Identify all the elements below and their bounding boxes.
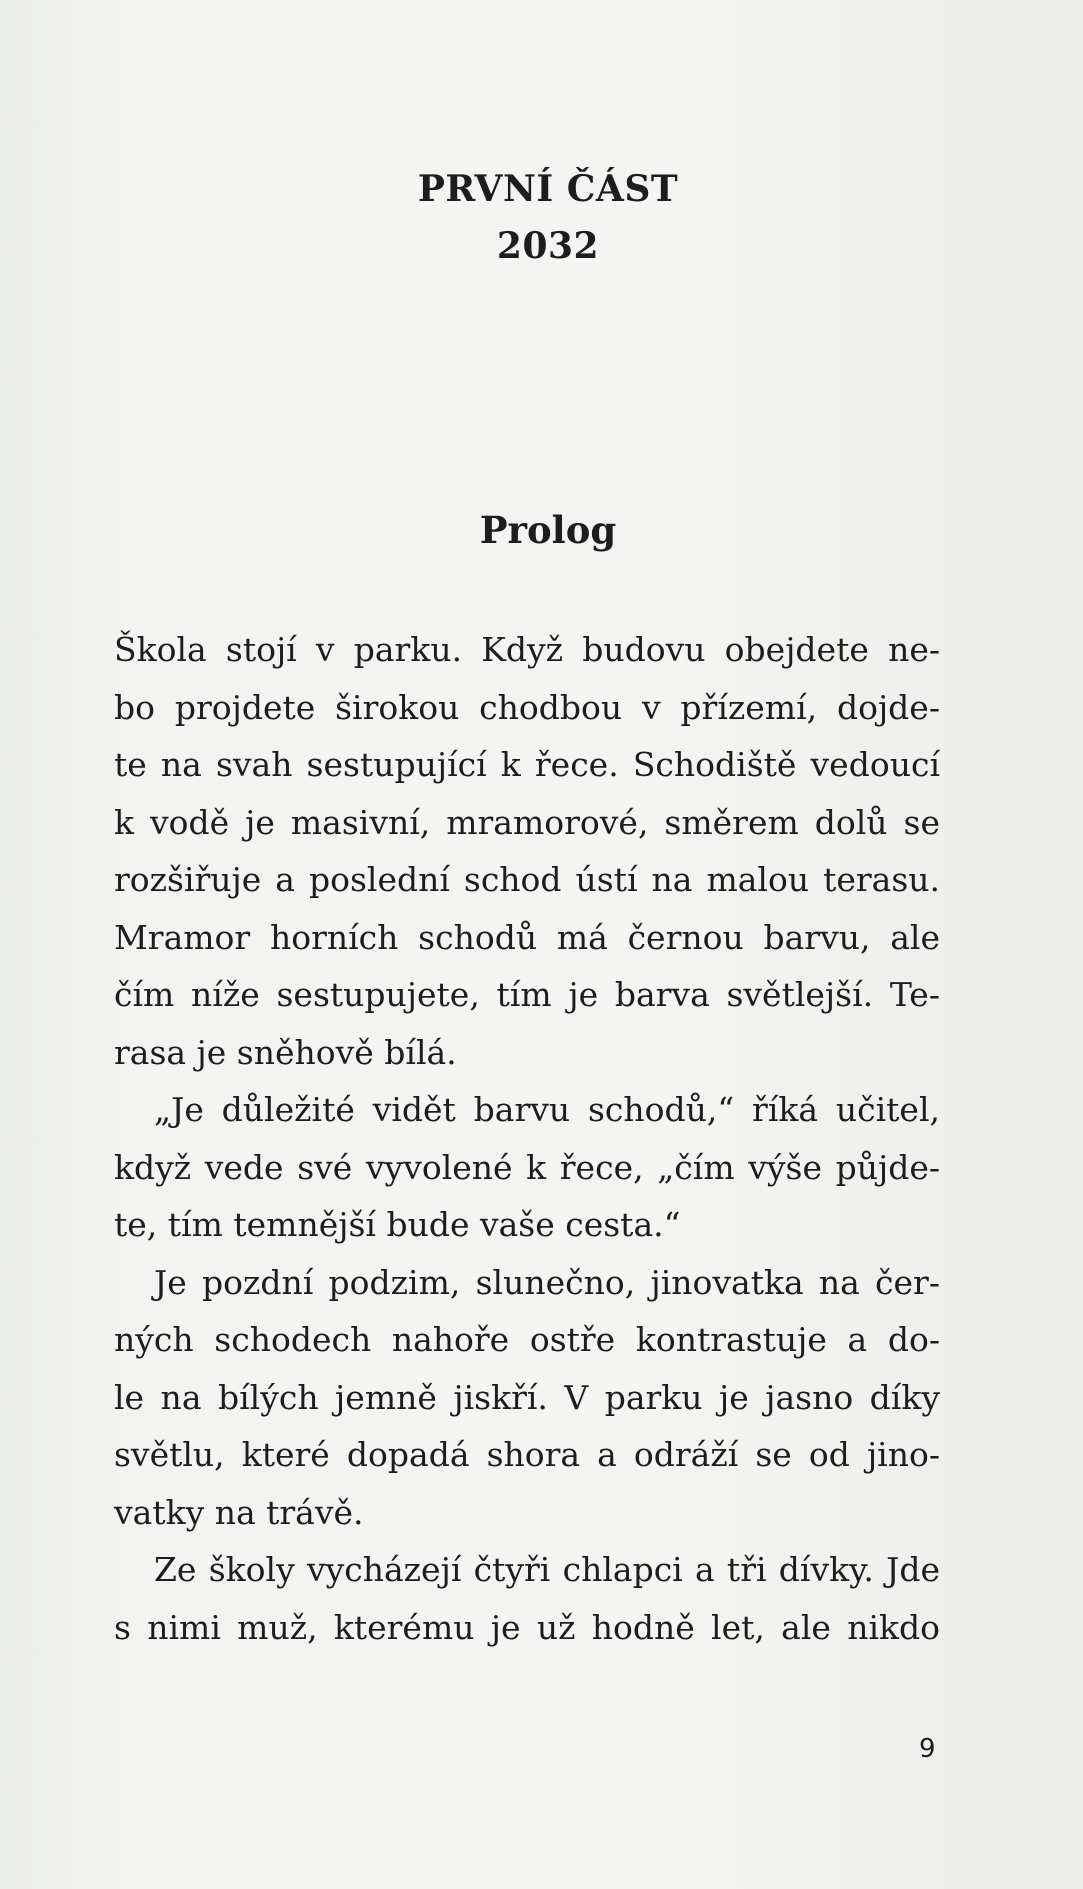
text-line: Škola stojí v parku. Když budovu obejdete ne- (114, 630, 940, 669)
text-line: vatky na trávě. (114, 1492, 364, 1532)
text-line: s nimi muž, kterému je už hodně let, ale nikdo (114, 1607, 940, 1647)
part-year: 2032 (496, 225, 600, 267)
text-line: Je pozdní podzim, slunečno, jinovatka na čer- (154, 1262, 940, 1302)
text-line: rozšiřuje a poslední schod ústí na malou terasu. (114, 860, 940, 899)
text-line: „Je důležité vidět barvu schodů,“ říká učitel, (154, 1090, 940, 1129)
text-line: Mramor horních schodů má černou barvu, ale (114, 917, 940, 957)
text-line: Ze školy vycházejí čtyři chlapci a tři dívky. Jde (154, 1550, 940, 1589)
body-text (114, 621, 940, 1656)
text-line: čím níže sestupujete, tím je barva světlejší. Te- (114, 975, 940, 1014)
chapter-title: Prolog (479, 508, 617, 552)
text-line: bo projdete širokou chodbou v přízemí, dojde- (114, 687, 940, 727)
text-line: když vede své vyvolené k řece, „čím výše půjde- (114, 1147, 940, 1187)
text-line: rasa je sněhově bílá. (114, 1032, 457, 1072)
text-line: le na bílých jemně jiskří. V parku je jasno díky (114, 1377, 940, 1417)
text-line: světlu, které dopadá shora a odráží se od jino- (114, 1435, 940, 1474)
page-number: 9 (919, 1734, 936, 1764)
text-line: te, tím temnější bude vaše cesta.“ (114, 1205, 681, 1244)
text-line: k vodě je masivní, mramorové, směrem dolů se (114, 802, 940, 842)
part-title: PRVNÍ ČÁST (417, 168, 679, 210)
text-line: ných schodech nahoře ostře kontrastuje a do- (114, 1320, 940, 1359)
text-line: te na svah sestupující k řece. Schodiště vedoucí (114, 745, 940, 784)
